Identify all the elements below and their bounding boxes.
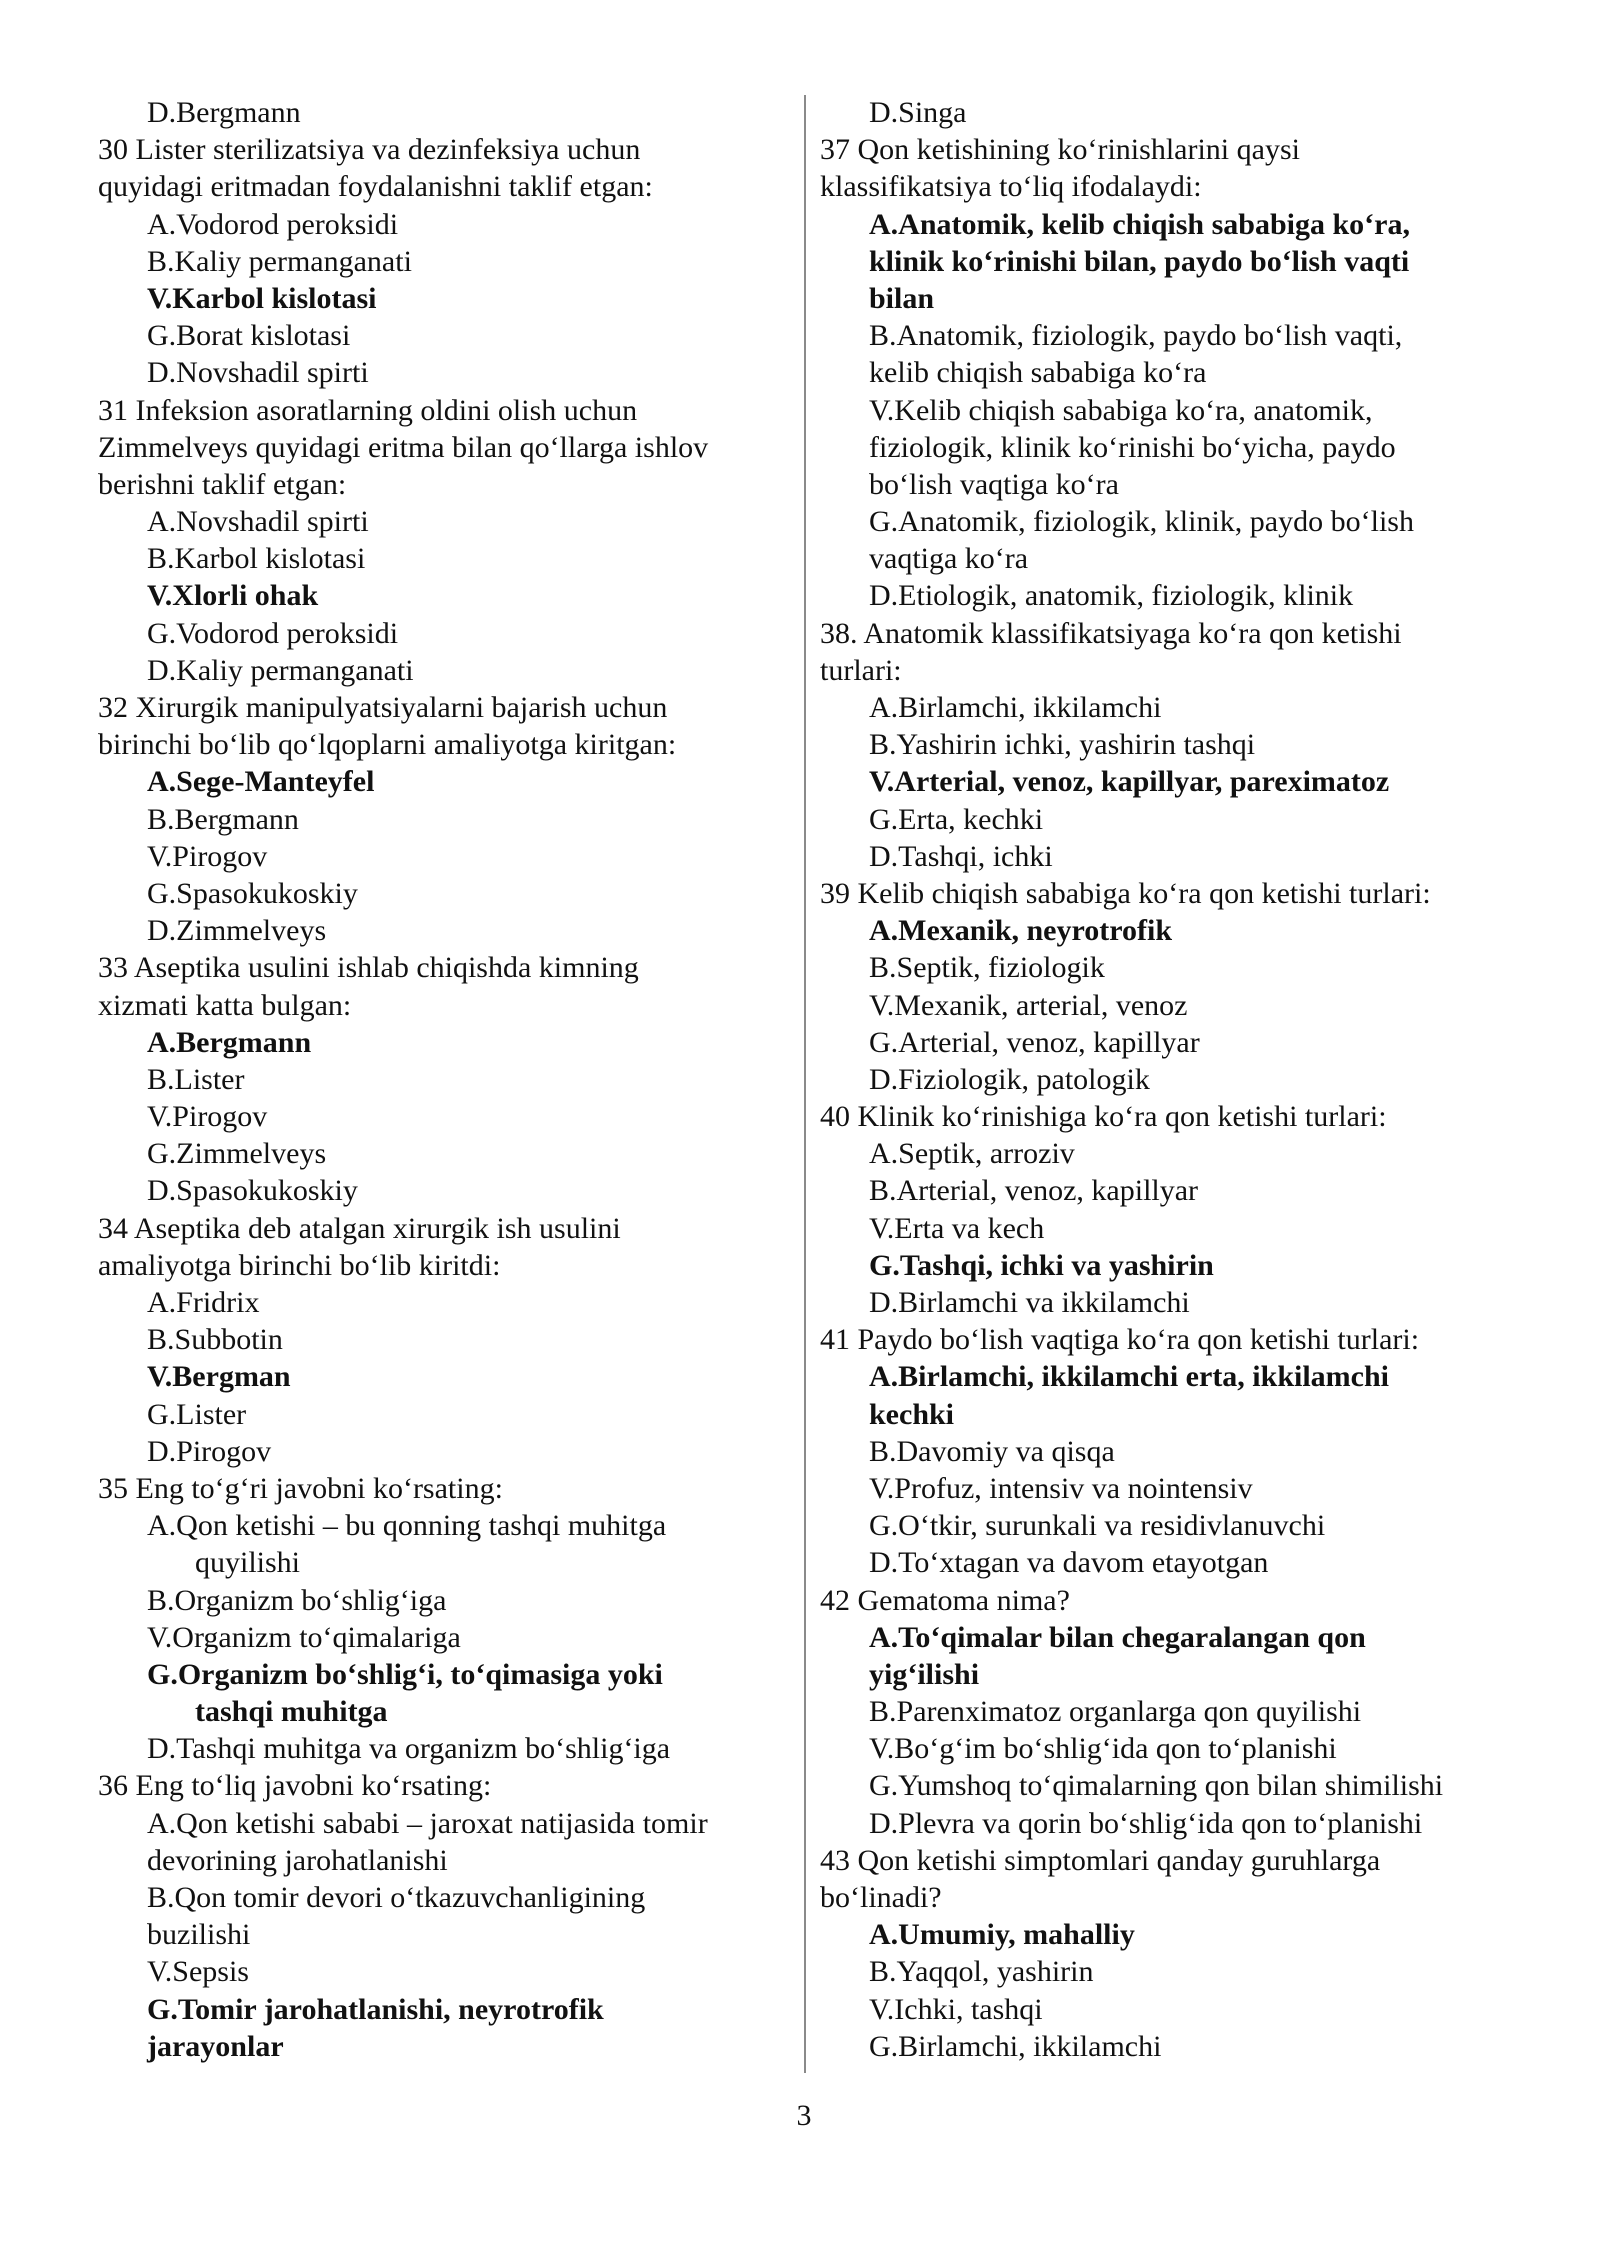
correct-answer-line: V.Arterial, venoz, kapillyar, pareximatoz: [869, 765, 1390, 799]
answer-option-line: V.Pirogov: [147, 839, 268, 873]
answer-option-line: D.Plevra va qorin bo‘shlig‘ida qon to‘planishi: [869, 1806, 1423, 1840]
question-line: 36 Eng to‘liq javobni ko‘rsating:: [98, 1769, 492, 1803]
answer-option-line: B.Yaqqol, yashirin: [869, 1955, 1094, 1989]
answer-option-line: V.Erta va kech: [869, 1211, 1045, 1245]
correct-answer-line: bilan: [869, 281, 935, 315]
answer-option-line: V.Profuz, intensiv va nointensiv: [869, 1471, 1253, 1505]
answer-option-line: D.Pirogov: [147, 1434, 272, 1468]
answer-option-line: G.Lister: [147, 1397, 247, 1431]
answer-option-line: D.Kaliy permanganati: [147, 653, 414, 687]
answer-option-line: D.Fiziologik, patologik: [869, 1062, 1150, 1096]
correct-answer-line: V.Xlorli ohak: [147, 579, 319, 613]
answer-option-line: B.Bergmann: [147, 802, 299, 836]
correct-answer-line: G.Tomir jarohatlanishi, neyrotrofik: [147, 1992, 604, 2026]
question-line: 38. Anatomik klassifikatsiyaga ko‘ra qon ketishi: [820, 616, 1402, 650]
answer-option-line: V.Ichki, tashqi: [869, 1992, 1043, 2026]
answer-option-line: B.Parenximatoz organlarga qon quyilishi: [869, 1695, 1362, 1729]
answer-option-line: B.Karbol kislotasi: [147, 542, 366, 576]
answer-option-line: B.Subbotin: [147, 1323, 283, 1357]
answer-option-line: B.Yashirin ichki, yashirin tashqi: [869, 728, 1256, 762]
correct-answer-line: G.Organizm bo‘shlig‘i, to‘qimasiga yoki: [147, 1657, 663, 1691]
answer-option-line: D.Zimmelveys: [147, 914, 327, 948]
question-line: 35 Eng to‘g‘ri javobni ko‘rsating:: [98, 1471, 503, 1505]
answer-option-line: quyilishi: [195, 1546, 301, 1580]
answer-option-line: D.Singa: [869, 96, 967, 129]
question-line: amaliyotga birinchi bo‘lib kiritdi:: [98, 1248, 501, 1282]
answer-option-line: V.Kelib chiqish sababiga ko‘ra, anatomik,: [869, 393, 1373, 427]
question-line: 39 Kelib chiqish sababiga ko‘ra qon ketishi turlari:: [820, 876, 1431, 910]
answer-option-line: D.Novshadil spirti: [147, 356, 369, 390]
answer-option-line: G.Erta, kechki: [869, 802, 1044, 836]
question-line: bo‘linadi?: [820, 1881, 942, 1914]
answer-option-line: G.Birlamchi, ikkilamchi: [869, 2029, 1162, 2063]
answer-option-line: buzilishi: [147, 1918, 251, 1952]
correct-answer-line: yig‘ilishi: [869, 1657, 980, 1691]
answer-option-line: D.Birlamchi va ikkilamchi: [869, 1286, 1190, 1319]
answer-option-line: fiziologik, klinik ko‘rinishi bo‘yicha, paydo: [869, 430, 1396, 464]
answer-option-line: D.Etiologik, anatomik, fiziologik, klinik: [869, 579, 1354, 613]
question-line: 31 Infeksion asoratlarning oldini olish uchun: [98, 393, 638, 427]
answer-option-line: D.Tashqi, ichki: [869, 839, 1053, 873]
answer-option-line: G.Anatomik, fiziologik, klinik, paydo bo‘lish: [869, 505, 1414, 539]
answer-option-line: A.Birlamchi, ikkilamchi: [869, 691, 1162, 724]
answer-option-line: G.O‘tkir, surunkali va residivlanuvchi: [869, 1509, 1326, 1543]
question-line: 32 Xirurgik manipulyatsiyalarni bajarish uchun: [98, 691, 668, 724]
correct-answer-line: tashqi muhitga: [195, 1695, 388, 1729]
answer-option-line: D.Tashqi muhitga va organizm bo‘shlig‘iga: [147, 1732, 671, 1766]
question-line: 37 Qon ketishining ko‘rinishlarini qaysi: [820, 133, 1300, 167]
answer-option-line: B.Davomiy va qisqa: [869, 1434, 1115, 1468]
answer-option-line: D.Spasokukoskiy: [147, 1174, 358, 1208]
answer-option-line: B.Kaliy permanganati: [147, 244, 412, 278]
question-line: birinchi bo‘lib qo‘lqoplarni amaliyotga kiritgan:: [98, 728, 677, 762]
question-line: 33 Aseptika usulini ishlab chiqishda kimning: [98, 951, 639, 985]
question-line: turlari:: [820, 653, 902, 687]
correct-answer-line: V.Bergman: [147, 1360, 291, 1394]
correct-answer-line: kechki: [869, 1397, 955, 1431]
correct-answer-line: A.Anatomik, kelib chiqish sababiga ko‘ra,: [869, 207, 1410, 241]
answer-option-line: V.Sepsis: [147, 1955, 249, 1989]
answer-option-line: bo‘lish vaqtiga ko‘ra: [869, 467, 1119, 501]
answer-option-line: G.Arterial, venoz, kapillyar: [869, 1025, 1200, 1059]
correct-answer-line: A.Bergmann: [147, 1025, 312, 1059]
answer-option-line: G.Vodorod peroksidi: [147, 616, 399, 650]
answer-option-line: kelib chiqish sababiga ko‘ra: [869, 356, 1207, 390]
answer-option-line: V.Bo‘g‘im bo‘shlig‘ida qon to‘planishi: [869, 1732, 1337, 1766]
question-line: xizmati katta bulgan:: [98, 988, 352, 1022]
question-line: Zimmelveys quyidagi eritma bilan qo‘llarga ishlov: [98, 430, 709, 464]
answer-option-line: B.Lister: [147, 1062, 245, 1096]
answer-option-line: G.Zimmelveys: [147, 1137, 327, 1171]
left-column: [98, 94, 798, 2065]
question-line: 42 Gematoma nima?: [820, 1583, 1070, 1617]
question-line: 43 Qon ketishi simptomlari qanday guruhlarga: [820, 1843, 1381, 1877]
correct-answer-line: A.Birlamchi, ikkilamchi erta, ikkilamchi: [869, 1360, 1390, 1394]
answer-option-line: D.Bergmann: [147, 96, 301, 129]
answer-option-line: B.Arterial, venoz, kapillyar: [869, 1174, 1199, 1208]
answer-option-line: A.Fridrix: [147, 1286, 260, 1319]
answer-option-line: A.Qon ketishi sababi – jaroxat natijasida tomir: [147, 1806, 708, 1840]
question-line: 40 Klinik ko‘rinishiga ko‘ra qon ketishi turlari:: [820, 1100, 1387, 1134]
correct-answer-line: A.To‘qimalar bilan chegaralangan qon: [869, 1620, 1366, 1654]
answer-option-line: D.To‘xtagan va davom etayotgan: [869, 1546, 1269, 1580]
question-line: 30 Lister sterilizatsiya va dezinfeksiya uchun: [98, 133, 641, 167]
answer-option-line: A.Qon ketishi – bu qonning tashqi muhitga: [147, 1509, 667, 1543]
column-divider: [804, 95, 806, 2073]
answer-option-line: A.Novshadil spirti: [147, 505, 369, 539]
answer-option-line: B.Septik, fiziologik: [869, 951, 1105, 985]
answer-option-line: G.Yumshoq to‘qimalarning qon bilan shimilishi: [869, 1769, 1444, 1803]
correct-answer-line: A.Sege-Manteyfel: [147, 765, 375, 799]
question-line: 41 Paydo bo‘lish vaqtiga ko‘ra qon ketishi turlari:: [820, 1323, 1420, 1357]
question-line: quyidagi eritmadan foydalanishni taklif etgan:: [98, 170, 653, 204]
correct-answer-line: klinik ko‘rinishi bilan, paydo bo‘lish vaqti: [869, 244, 1410, 278]
answer-option-line: A.Septik, arroziv: [869, 1137, 1075, 1171]
answer-option-line: G.Borat kislotasi: [147, 319, 351, 353]
correct-answer-line: jarayonlar: [147, 2029, 284, 2063]
question-line: 34 Aseptika deb atalgan xirurgik ish usulini: [98, 1211, 621, 1245]
correct-answer-line: V.Karbol kislotasi: [147, 281, 377, 315]
right-column: [820, 94, 1520, 2065]
answer-option-line: V.Pirogov: [147, 1100, 268, 1134]
question-line: berishni taklif etgan:: [98, 467, 347, 501]
answer-option-line: V.Organizm to‘qimalariga: [147, 1620, 461, 1654]
correct-answer-line: A.Mexanik, neyrotrofik: [869, 914, 1173, 948]
page-number: 3: [796, 2099, 812, 2132]
answer-option-line: B.Anatomik, fiziologik, paydo bo‘lish vaqti,: [869, 319, 1403, 353]
answer-option-line: G.Spasokukoskiy: [147, 876, 358, 910]
answer-option-line: B.Qon tomir devori o‘tkazuvchanligining: [147, 1881, 646, 1914]
question-line: klassifikatsiya to‘liq ifodalaydi:: [820, 170, 1202, 204]
correct-answer-line: G.Tashqi, ichki va yashirin: [869, 1248, 1214, 1282]
answer-option-line: vaqtiga ko‘ra: [869, 542, 1029, 576]
answer-option-line: B.Organizm bo‘shlig‘iga: [147, 1583, 447, 1617]
answer-option-line: devorining jarohatlanishi: [147, 1843, 448, 1877]
answer-option-line: A.Vodorod peroksidi: [147, 207, 399, 241]
correct-answer-line: A.Umumiy, mahalliy: [869, 1918, 1135, 1952]
answer-option-line: V.Mexanik, arterial, venoz: [869, 988, 1188, 1022]
